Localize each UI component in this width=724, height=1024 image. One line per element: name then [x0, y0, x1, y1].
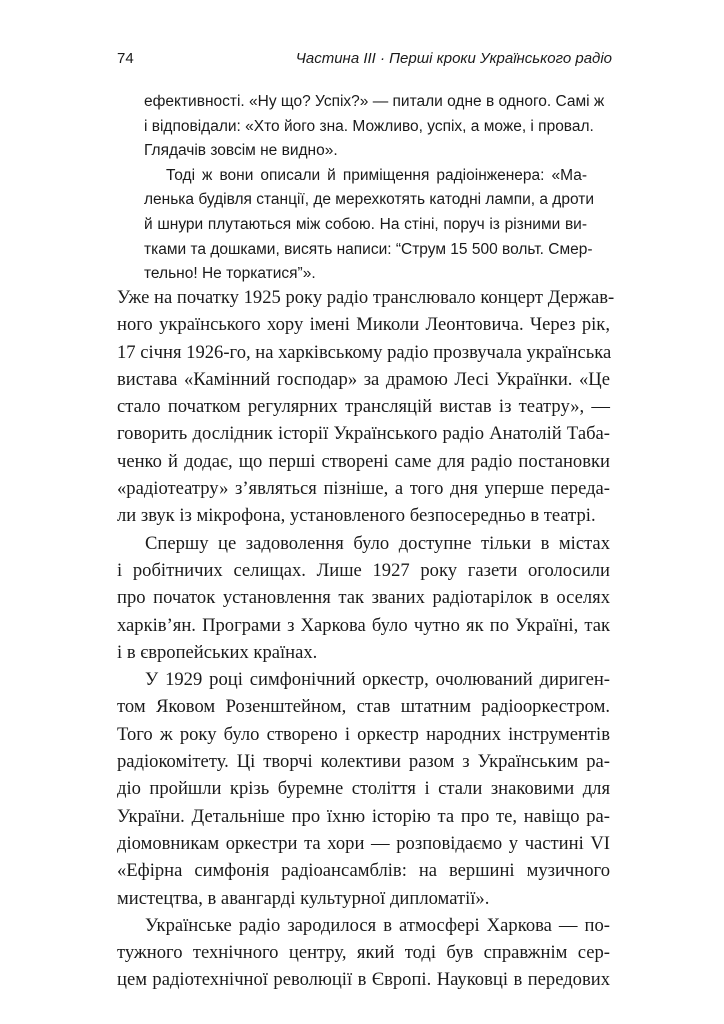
text-line: ного українського хору імені Миколи Леонтовича. Через рік,: [117, 314, 610, 336]
text-line: стало початком регулярних трансляцій вистав із театру», —: [117, 396, 610, 418]
paragraph: [117, 912, 610, 994]
text-line: том Яковом Розенштейном, став штатним радіооркестром.: [117, 696, 610, 718]
running-head: Частина III · Перші кроки Українського радіо: [295, 50, 612, 67]
text-line: харків’ян. Програми з Харкова було чутно як по Україні, так: [117, 614, 610, 636]
quote-line: ленька будівля станції, де мерехкотять катодні лампи, а дроти: [144, 191, 595, 209]
text-line: і робітничих селищах. Лише 1927 року газети оголосили: [117, 559, 610, 581]
paragraph: [117, 284, 615, 530]
text-line: цем радіотехнічної революції в Європі. Науковці в передових: [117, 969, 610, 991]
text-line: ченко й додає, що перші створені саме для радіо постановки: [117, 450, 610, 472]
text-line: ли звук із мікрофона, установленого безпосередньо в театрі.: [117, 505, 596, 527]
quote-line: і відповідали: «Хто його зна. Можливо, успіх, а може, і провал.: [144, 117, 594, 135]
text-line: про початок установлення так званих радіотарілок в оселях: [117, 587, 610, 609]
page-number: 74: [117, 50, 134, 67]
text-line: діомовникам оркестри та хори — розповідаємо у частині VI: [117, 832, 610, 854]
quote-line: Тоді ж вони описали й приміщення радіоінженера: «Ма-: [166, 166, 587, 184]
text-line: Спершу це задоволення було доступне тільки в містах: [145, 532, 610, 554]
text-line: У 1929 році симфонічний оркестр, очолюваний дириген-: [145, 669, 610, 691]
quote-line: Глядачів зовсім не видно».: [144, 142, 338, 160]
text-line: «Ефірна симфонія радіоансамблів: на вершині музичного: [117, 860, 610, 882]
text-line: 17 січня 1926-го, на харківському радіо прозвучала українська: [117, 341, 612, 363]
text-line: мистецтва, в авангарді культурної дипломатії».: [117, 887, 490, 909]
body-text: [117, 284, 615, 994]
text-line: тужного технічного центру, який тоді був справжнім сер-: [117, 942, 610, 964]
quote-line: й шнури плутаються між собою. На стіні, поруч із різними ви-: [144, 215, 587, 233]
page-header: [117, 50, 612, 70]
text-line: вистава «Камінний господар» за драмою Лесі Українки. «Це: [117, 368, 610, 390]
quote-line: тками та дошками, висять написи: “Струм 15 500 вольт. Смер-: [144, 240, 593, 258]
text-line: України. Детальніше про їхню історію та про те, навіщо ра-: [117, 805, 610, 827]
quote-line: ефективності. «Ну що? Успіх?» — питали одне в одного. Самі ж: [144, 93, 605, 110]
text-line: радіокомітету. Ці творчі колективи разом з Українським ра-: [117, 751, 610, 773]
block-quote: [144, 90, 605, 287]
text-line: Того ж року було створено і оркестр народних інструментів: [117, 723, 610, 745]
text-line: Українське радіо зародилося в атмосфері Харкова — по-: [145, 914, 610, 936]
paragraph: [117, 666, 610, 912]
paragraph: [117, 530, 610, 666]
text-line: діо пройшли крізь буремне століття і стали знаковими для: [117, 778, 610, 800]
text-line: і в європейських країнах.: [117, 641, 318, 663]
text-line: «радіотеатру» з’являться пізніше, а того дня уперше переда-: [117, 478, 610, 500]
text-line: Уже на початку 1925 року радіо транслювало концерт Держав-: [117, 287, 615, 308]
text-line: говорить дослідник історії Українського радіо Анатолій Таба-: [117, 423, 610, 445]
quote-line: тельно! Не торкатися”».: [144, 265, 316, 283]
